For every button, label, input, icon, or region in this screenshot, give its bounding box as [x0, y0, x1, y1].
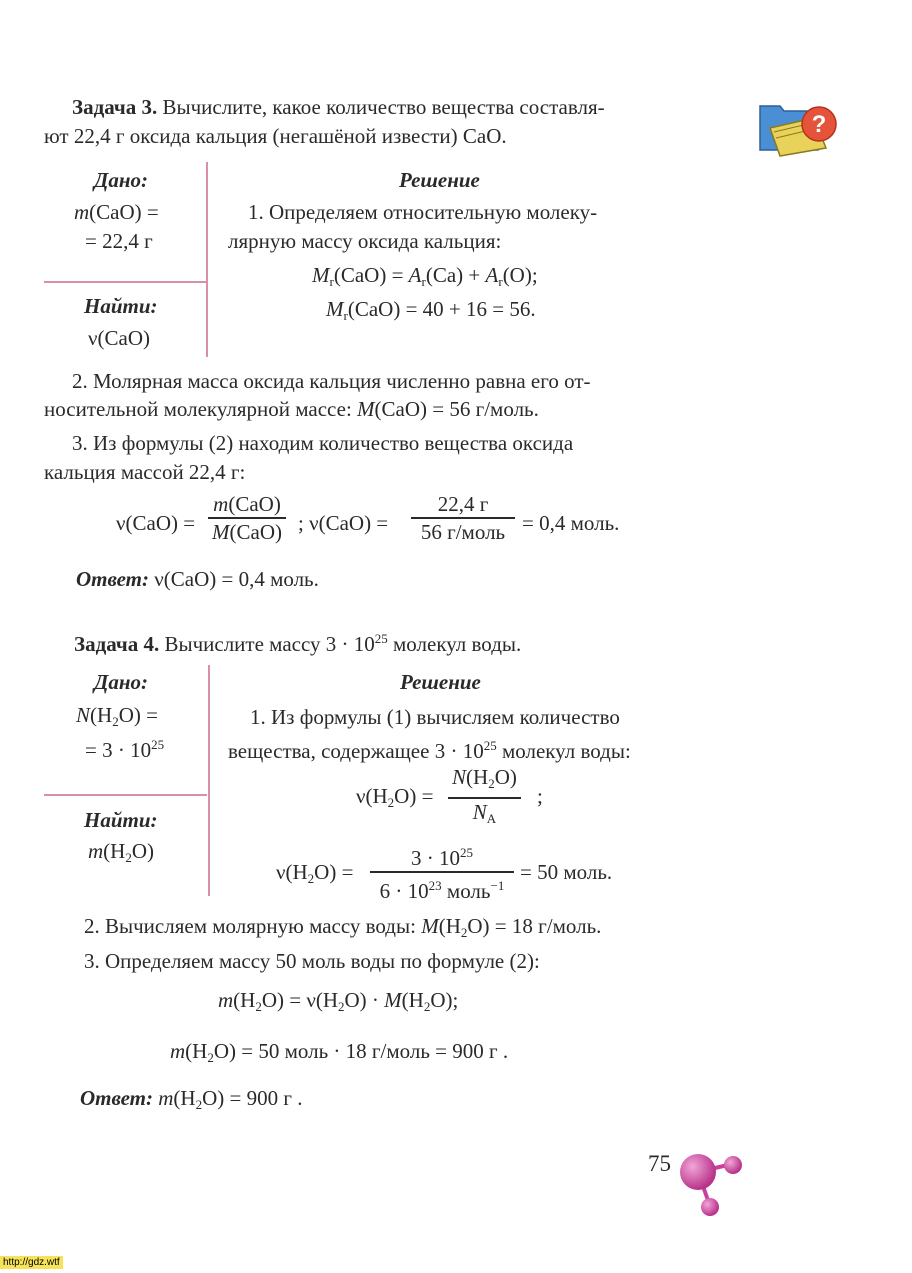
task4-dano-label: Дано: [94, 670, 148, 694]
task4-dano-line1: $N(H_2O)$ = [76, 703, 158, 729]
task3-answer-value: ν(CaO) = 0,4 моль. [154, 567, 319, 591]
task3-step3-line2: кальция массой 22,4 г: [44, 460, 246, 484]
task3-formula-mr-value: $M_r(CaO) = 40 + 16 = 56$. [326, 297, 536, 323]
task4-formula3: $m(H_2O) = \nu(H_2O) \cdot M(H_2O)$; [218, 988, 459, 1014]
task3-reshenie-label: Решение [399, 168, 480, 192]
task4-formula4: $m(H_2O) = 50$ моль · 18 г/моль = 900 г . [170, 1039, 509, 1065]
task3-fraction-2: 22,4 г 56 г/моль [411, 491, 515, 545]
task4-reshenie-label: Решение [400, 670, 481, 694]
task4-naiti-value: $m(H_2O)$ [88, 839, 155, 865]
task4-step1-line1: 1. Из формулы (1) вычисляем количество [250, 705, 620, 729]
task4-fraction-1: $N(H_2O)$ $N_A$ [448, 764, 521, 832]
task4-formula2-right: = 50 моль. [520, 860, 613, 884]
task3-frac-left: ν(CaO) = [116, 511, 196, 535]
task3-frac-mid: ; ν(CaO) = [298, 511, 389, 535]
task3-text-1: Вычислите, какое количество вещества составля- [162, 95, 605, 119]
task3-frac-right: = 0,4 моль. [522, 511, 620, 535]
task4-step2: 2. Вычисляем молярную массу воды: $M(H_2O) = 18$ г/моль. [84, 914, 602, 940]
task4-dano-line2: = $3 \cdot 10^{25}$ [85, 737, 165, 762]
task4-title: Задача 4. [74, 632, 160, 656]
task4-step1-line2: вещества, содержащее $3 \cdot 10^{25}$ молекул воды: [228, 738, 631, 763]
task3-table-rule [206, 162, 208, 357]
task3-step1-line2: лярную массу оксида кальция: [228, 229, 502, 253]
task3-formula-mr-def: $M_r(CaO) = A_r(Ca) + A_r(O)$; [312, 263, 538, 289]
task3-answer-label: Ответ: [76, 567, 149, 591]
task4-statement: Задача 4. Вычислите массу $3 \cdot 10^{25}$ молекул воды. [74, 631, 522, 656]
task3-step2-line2: носительной молекулярной массе: M(CaO) = 56 г/моль. [44, 397, 539, 421]
task4-table-divider [44, 794, 207, 796]
task3-dano-label: Дано: [94, 168, 148, 192]
task4-formula1-left: $\nu(H_2O)$ = [356, 784, 434, 810]
task4-fraction-2: $3 \cdot 10^{25}$ $6 \cdot 10^{23}$ моль$^{-1}$ [370, 840, 514, 904]
task3-step2-line1: 2. Молярная масса оксида кальция численно равна его от- [72, 369, 591, 393]
task4-answer: Ответ: $m(H_2O) = 900$ г . [80, 1086, 303, 1112]
task3-dano-line1: m(CaO) = [74, 200, 159, 224]
task3-step3-line1: 3. Из формулы (2) находим количество вещества оксида [72, 431, 574, 455]
task3-text-2: ют 22,4 г оксида кальция (негашёной извести) CaO. [44, 124, 507, 148]
task4-step3: 3. Определяем массу 50 моль воды по формуле (2): [84, 949, 540, 973]
task3-dano-line2: = 22,4 г [85, 229, 153, 253]
task4-formula2-left: $\nu(H_2O)$ = [276, 860, 354, 886]
page-number: 75 [648, 1151, 671, 1176]
molecule-icon [672, 1148, 752, 1220]
help-folder-icon [756, 98, 840, 160]
task3-naiti-label: Найти: [84, 294, 158, 318]
task3-answer [76, 564, 319, 594]
task3-naiti-value: ν(CaO) [88, 326, 150, 350]
task4-naiti-label: Найти: [84, 808, 158, 832]
task4-table-rule [208, 665, 210, 896]
task4-answer-label: Ответ: [80, 1086, 153, 1110]
task4-formula1-semicolon: ; [537, 784, 543, 808]
watermark-link[interactable]: http://gdz.wtf [0, 1256, 63, 1269]
svg-text:?: ? [811, 111, 827, 138]
task3-fraction-1: m(CaO) M(CaO) [208, 491, 286, 545]
task3-statement-line1 [72, 92, 605, 122]
task3-title: Задача 3. [72, 95, 158, 119]
task3-table-divider [44, 281, 207, 283]
task3-step1-line1: 1. Определяем относительную молеку- [248, 200, 598, 224]
